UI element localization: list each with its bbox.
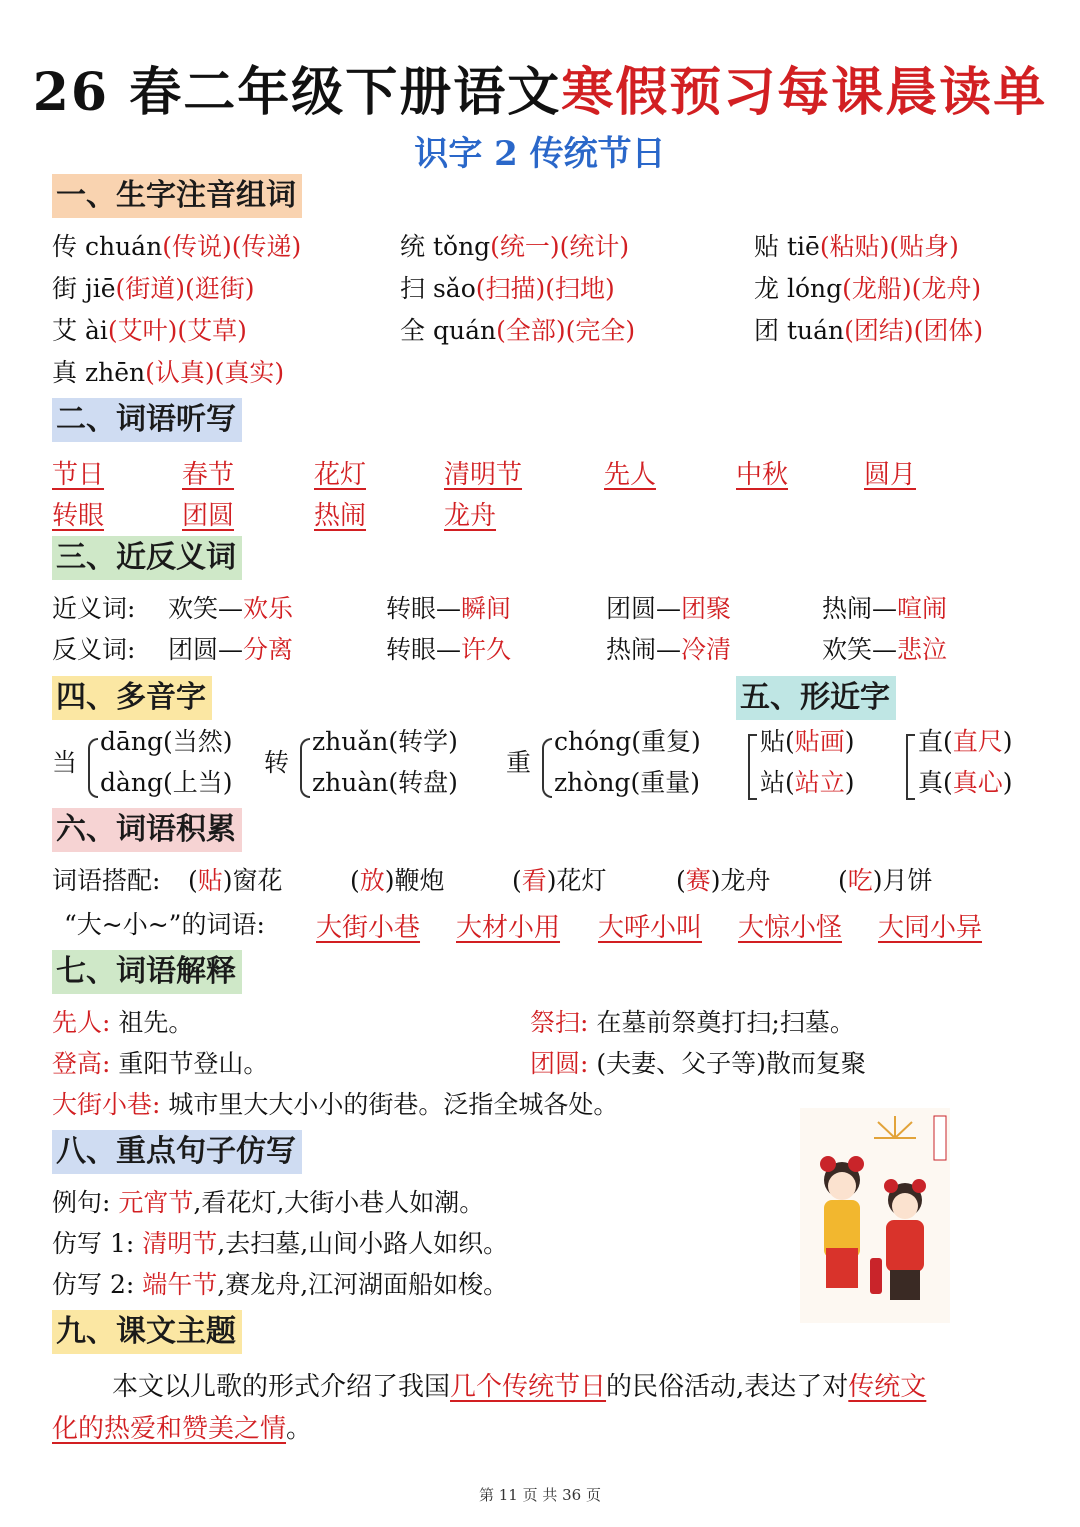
dictation-word: 热闹 <box>314 501 367 531</box>
dictation-word: 先人 <box>604 460 657 490</box>
section-7-heading: 七、词语解释 <box>52 950 242 994</box>
pinyin: tuán <box>786 316 845 345</box>
compound-words: (全部)(完全) <box>496 316 636 345</box>
word: 贴画 <box>794 727 845 756</box>
theme-key-2a: 传统文 <box>848 1372 927 1402</box>
char-glyph: 统 <box>400 232 426 261</box>
definition <box>530 1006 855 1040</box>
bracket <box>748 734 757 800</box>
word-b: 欢乐 <box>243 594 294 623</box>
term: 团圆: <box>530 1049 589 1078</box>
word: (转盘) <box>388 768 458 797</box>
brace <box>88 738 98 798</box>
antonym-pair <box>606 633 731 667</box>
dx-label: “大~小~”的词语: <box>64 910 265 939</box>
noun: 鞭炮 <box>394 866 445 895</box>
pinyin: jiē <box>84 274 116 303</box>
word-b: 瞬间 <box>461 594 512 623</box>
section-6-heading: 六、词语积累 <box>52 808 242 852</box>
compound-words: (认真)(真实) <box>145 358 285 387</box>
word: (重量) <box>630 768 700 797</box>
char: 直 <box>918 727 944 756</box>
similar-char-a: 直(直尺) <box>918 727 1013 756</box>
term: 大街小巷: <box>52 1090 161 1119</box>
def: 重阳节登山。 <box>118 1049 269 1078</box>
char-glyph: 龙 <box>754 274 780 303</box>
definition <box>52 1088 618 1122</box>
compound-words: (统一)(统计) <box>490 232 630 261</box>
reading-1 <box>312 725 458 759</box>
sentence-line <box>52 1227 508 1261</box>
polyphone-char: 重 <box>506 748 532 777</box>
section-4-heading: 四、多音字 <box>52 676 212 720</box>
collocation: (看)花灯 <box>512 866 607 895</box>
char-glyph: 传 <box>52 232 78 261</box>
compound-words: (扫描)(扫地) <box>475 274 615 303</box>
pinyin: ài <box>84 316 108 345</box>
dx-word: 大材小用 <box>456 913 561 943</box>
pinyin: tǒng <box>432 232 491 261</box>
word-a: 转眼— <box>386 635 462 664</box>
word-a: 团圆— <box>606 594 682 623</box>
antonym-pair <box>386 633 511 667</box>
collocation: (放)鞭炮 <box>350 866 445 895</box>
pinyin: quán <box>432 316 497 345</box>
dictation-word: 节日 <box>52 460 105 490</box>
similar-char-a: 贴(贴画) <box>760 727 855 756</box>
definition <box>530 1047 866 1081</box>
pinyin: dāng <box>100 727 164 756</box>
char-entry <box>52 272 255 306</box>
dx-word: 大同小异 <box>878 913 983 943</box>
synonym-label: 近义词: <box>52 594 136 623</box>
dictation-word: 圆月 <box>864 460 917 490</box>
word-b: 冷清 <box>681 635 732 664</box>
pinyin: tiē <box>786 232 820 261</box>
rest: ,赛龙舟,江河湖面船如梭。 <box>217 1270 509 1299</box>
collocation: (贴)窗花 <box>188 866 283 895</box>
word-a: 欢笑— <box>168 594 244 623</box>
synonym-pair <box>168 592 293 626</box>
word-a: 欢笑— <box>822 635 898 664</box>
pinyin: lóng <box>786 274 843 303</box>
char-entry <box>754 230 959 264</box>
pinyin: dàng <box>100 768 164 797</box>
dx-word: 大呼小叫 <box>598 913 703 943</box>
brace <box>300 738 310 798</box>
dictation-word: 花灯 <box>314 460 367 490</box>
collocation-label: 词语搭配: <box>52 866 161 895</box>
char-entry <box>400 230 629 264</box>
reading-2 <box>554 766 700 800</box>
verb: 看 <box>521 866 547 895</box>
synonym-pair <box>606 592 731 626</box>
pinyin: chóng <box>554 727 632 756</box>
antonym-pair <box>168 633 293 667</box>
word: (转学) <box>388 727 458 756</box>
char-glyph: 街 <box>52 274 78 303</box>
brace <box>542 738 552 798</box>
lesson-subtitle: 识字 2 传统节日 <box>414 134 666 174</box>
verb: 贴 <box>197 866 223 895</box>
dictation-word: 清明节 <box>444 460 523 490</box>
theme-line-1: 本文以儿歌的形式介绍了我国几个传统节日的民俗活动,表达了对传统文 <box>112 1372 927 1402</box>
char-entry <box>400 272 615 306</box>
verb: 赛 <box>685 866 711 895</box>
key-festival: 端午节 <box>142 1270 218 1299</box>
polyphone-char: 转 <box>264 748 290 777</box>
word-b: 喧闹 <box>897 594 948 623</box>
theme-line-2: 化的热爱和赞美之情。 <box>52 1414 313 1444</box>
noun: 龙舟 <box>720 866 771 895</box>
compound-words: (团结)(团体) <box>844 316 984 345</box>
label: 仿写 1: <box>52 1229 135 1258</box>
section-8-heading: 八、重点句子仿写 <box>52 1130 302 1174</box>
word-a: 热闹— <box>606 635 682 664</box>
word-a: 转眼— <box>386 594 462 623</box>
antonym-label: 反义词: <box>52 635 136 664</box>
section-2-heading: 二、词语听写 <box>52 398 242 442</box>
word: (重复) <box>631 727 701 756</box>
pinyin: zhēn <box>84 358 146 387</box>
dictation-word: 中秋 <box>736 460 789 490</box>
word-a: 团圆— <box>168 635 244 664</box>
synonym-pair <box>386 592 511 626</box>
sentence-line <box>52 1186 484 1220</box>
word: (当然) <box>163 727 233 756</box>
section-5-heading: 五、形近字 <box>736 676 896 720</box>
char-glyph: 扫 <box>400 274 426 303</box>
dx-word: 大街小巷 <box>316 913 421 943</box>
antonym-pair <box>822 633 947 667</box>
char-entry <box>52 314 247 348</box>
collocation: (吃)月饼 <box>838 866 933 895</box>
synonym-pair <box>822 592 947 626</box>
char-entry <box>754 314 983 348</box>
char-glyph: 真 <box>52 358 78 387</box>
bracket <box>906 734 915 800</box>
similar-char-b: 站(站立) <box>760 768 855 797</box>
similar-char-b: 真(真心) <box>918 768 1013 797</box>
compound-words: (龙船)(龙舟) <box>842 274 982 303</box>
char-entry <box>400 314 635 348</box>
compound-words: (传说)(传递) <box>162 232 302 261</box>
section-1-heading: 一、生字注音组词 <box>52 174 302 218</box>
definition <box>52 1047 268 1081</box>
noun: 窗花 <box>232 866 283 895</box>
word-b: 许久 <box>461 635 512 664</box>
dictation-word: 春节 <box>182 460 235 490</box>
noun: 月饼 <box>882 866 933 895</box>
word: (上当) <box>163 768 233 797</box>
term: 先人: <box>52 1008 111 1037</box>
section-3-heading: 三、近反义词 <box>52 536 242 580</box>
definition <box>52 1006 193 1040</box>
word: 直尺 <box>952 727 1003 756</box>
char-glyph: 艾 <box>52 316 78 345</box>
term: 登高: <box>52 1049 111 1078</box>
reading-2 <box>312 766 458 800</box>
polyphone-char: 当 <box>52 748 78 777</box>
char-entry <box>52 356 284 390</box>
reading-1 <box>100 725 233 759</box>
noun: 花灯 <box>556 866 607 895</box>
key-festival: 清明节 <box>142 1229 218 1258</box>
char-glyph: 全 <box>400 316 426 345</box>
compound-words: (粘贴)(贴身) <box>819 232 959 261</box>
def: 祖先。 <box>118 1008 194 1037</box>
theme-key-2b: 化的热爱和赞美之情 <box>52 1414 287 1444</box>
word-b: 团聚 <box>681 594 732 623</box>
verb: 放 <box>359 866 385 895</box>
key-festival: 元宵节 <box>118 1188 194 1217</box>
dictation-word: 转眼 <box>52 501 105 531</box>
reading-2 <box>100 766 233 800</box>
dictation-word: 龙舟 <box>444 501 497 531</box>
pinyin: zhuàn <box>312 768 389 797</box>
word-b: 悲泣 <box>897 635 948 664</box>
page-footer: 第 11 页 共 36 页 <box>478 1486 601 1504</box>
pinyin: zhòng <box>554 768 631 797</box>
rest: ,去扫墓,山间小路人如织。 <box>217 1229 509 1258</box>
char-glyph: 团 <box>754 316 780 345</box>
theme-key-1: 几个传统节日 <box>450 1372 607 1402</box>
compound-words: (街道)(逛街) <box>115 274 255 303</box>
label: 仿写 2: <box>52 1270 135 1299</box>
word: 站立 <box>794 768 845 797</box>
section-9-heading: 九、课文主题 <box>52 1310 242 1354</box>
pinyin: sǎo <box>432 274 476 303</box>
dictation-word: 团圆 <box>182 501 235 531</box>
char: 真 <box>918 768 944 797</box>
word-a: 热闹— <box>822 594 898 623</box>
char-glyph: 贴 <box>754 232 780 261</box>
rest: ,看花灯,大街小巷人如潮。 <box>193 1188 485 1217</box>
word-b: 分离 <box>243 635 294 664</box>
new-year-children-illustration <box>800 1108 950 1323</box>
page-title: 26 春二年级下册语文寒假预习每课晨读单 <box>32 62 1048 123</box>
pinyin: zhuǎn <box>312 727 389 756</box>
term: 祭扫: <box>530 1008 589 1037</box>
word: 真心 <box>952 768 1003 797</box>
sentence-line <box>52 1268 508 1302</box>
char-entry <box>754 272 981 306</box>
verb: 吃 <box>847 866 873 895</box>
collocation: (赛)龙舟 <box>676 866 771 895</box>
dx-word: 大惊小怪 <box>738 913 843 943</box>
def: 在墓前祭奠打扫;扫墓。 <box>596 1008 855 1037</box>
char: 站 <box>760 768 786 797</box>
char: 贴 <box>760 727 786 756</box>
char-entry <box>52 230 301 264</box>
reading-1 <box>554 725 701 759</box>
label: 例句: <box>52 1188 111 1217</box>
def: (夫妻、父子等)散而复聚 <box>596 1049 866 1078</box>
compound-words: (艾叶)(艾草) <box>107 316 247 345</box>
pinyin: chuán <box>84 232 163 261</box>
def: 城市里大大小小的街巷。泛指全城各处。 <box>168 1090 619 1119</box>
